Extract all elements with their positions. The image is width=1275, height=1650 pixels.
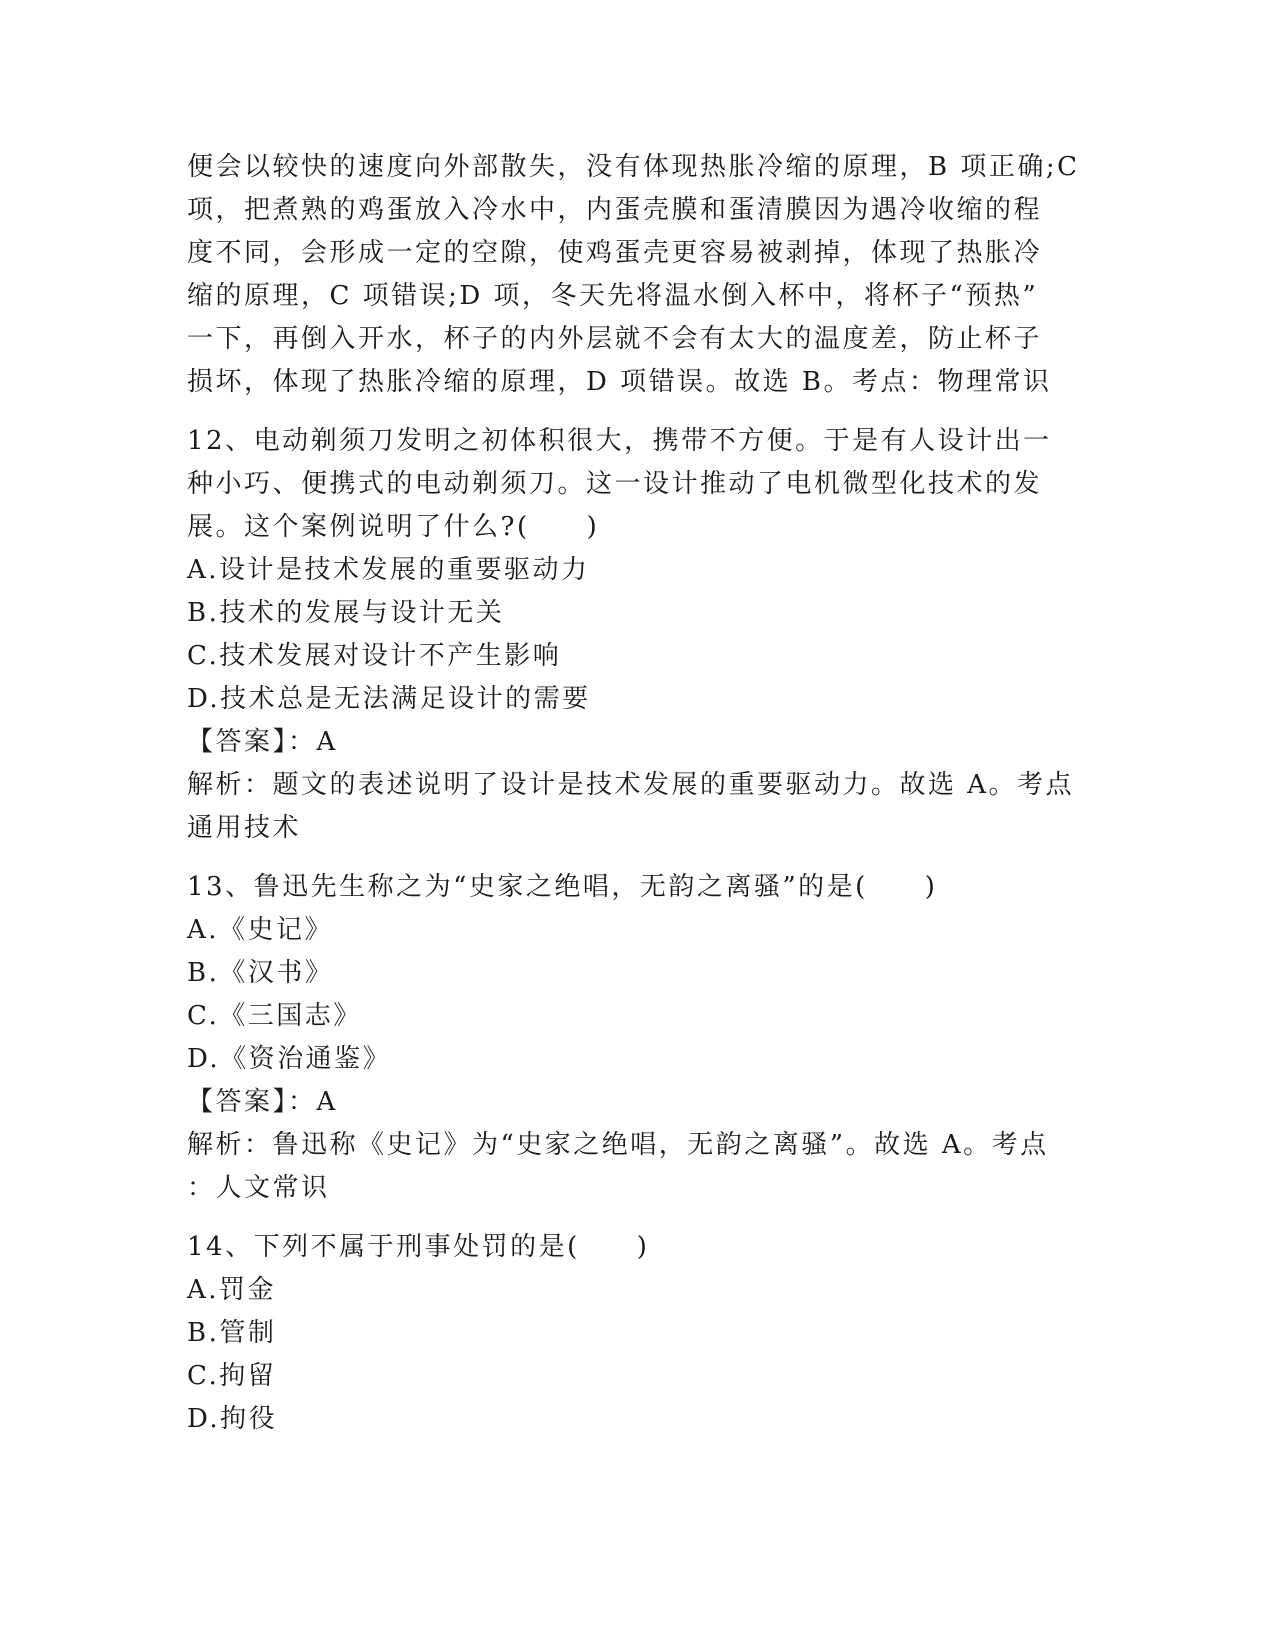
explanation-line: 损坏，体现了热胀冷缩的原理，D 项错误。故选 B。考点：物理常识 [187, 367, 1052, 397]
option-d: D.《资治通鉴》 [187, 1044, 392, 1074]
option-d: D.拘役 [187, 1404, 278, 1434]
option-b: B.《汉书》 [187, 958, 334, 988]
prev-explanation [187, 146, 1087, 404]
question-stem-line: 展。这个案例说明了什么?( ) [187, 512, 600, 542]
question-stem-line: 种小巧、便携式的电动剃须刀。这一设计推动了电机微型化技术的发 [187, 469, 1043, 499]
question-12 [187, 420, 1087, 850]
explanation-line: 度不同，会形成一定的空隙，使鸡蛋壳更容易被剥掉，体现了热胀冷 [187, 238, 1043, 268]
explanation-line: 一下，再倒入开水，杯子的内外层就不会有太大的温度差，防止杯子 [187, 324, 1043, 354]
explanation-line: 缩的原理，C 项错误;D 项，冬天先将温水倒入杯中，将杯子“预热” [187, 281, 1039, 311]
analysis-line: ：人文常识 [187, 1173, 330, 1203]
document-content [187, 146, 1087, 1441]
question-13 [187, 866, 1087, 1210]
option-c: C.拘留 [187, 1361, 277, 1391]
option-b: B.技术的发展与设计无关 [187, 598, 505, 628]
question-14 [187, 1226, 1087, 1441]
analysis-line: 解析：鲁迅称《史记》为“史家之绝唱，无韵之离骚”。故选 A。考点 [187, 1130, 1049, 1160]
option-a: A.《史记》 [187, 915, 334, 945]
answer-label: 【答案】：A [187, 727, 338, 757]
question-stem-line: 12、电动剃须刀发明之初体积很大，携带不方便。于是有人设计出一 [187, 426, 1052, 456]
option-a: A.设计是技术发展的重要驱动力 [187, 555, 590, 585]
option-d: D.技术总是无法满足设计的需要 [187, 684, 591, 714]
analysis-line: 通用技术 [187, 813, 302, 843]
answer-label: 【答案】：A [187, 1087, 338, 1117]
option-b: B.管制 [187, 1318, 277, 1348]
analysis-line: 解析：题文的表述说明了设计是技术发展的重要驱动力。故选 A。考点 [187, 770, 1075, 800]
explanation-line: 便会以较快的速度向外部散失，没有体现热胀冷缩的原理，B 项正确;C [187, 152, 1080, 182]
option-c: C.技术发展对设计不产生影响 [187, 641, 562, 671]
explanation-line: 项，把煮熟的鸡蛋放入冷水中，内蛋壳膜和蛋清膜因为遇冷收缩的程 [187, 195, 1043, 225]
option-a: A.罚金 [187, 1275, 277, 1305]
question-stem-line: 14、下列不属于刑事处罚的是( ) [187, 1232, 650, 1262]
option-c: C.《三国志》 [187, 1001, 362, 1031]
question-stem-line: 13、鲁迅先生称之为“史家之绝唱，无韵之离骚”的是( ) [187, 872, 938, 902]
